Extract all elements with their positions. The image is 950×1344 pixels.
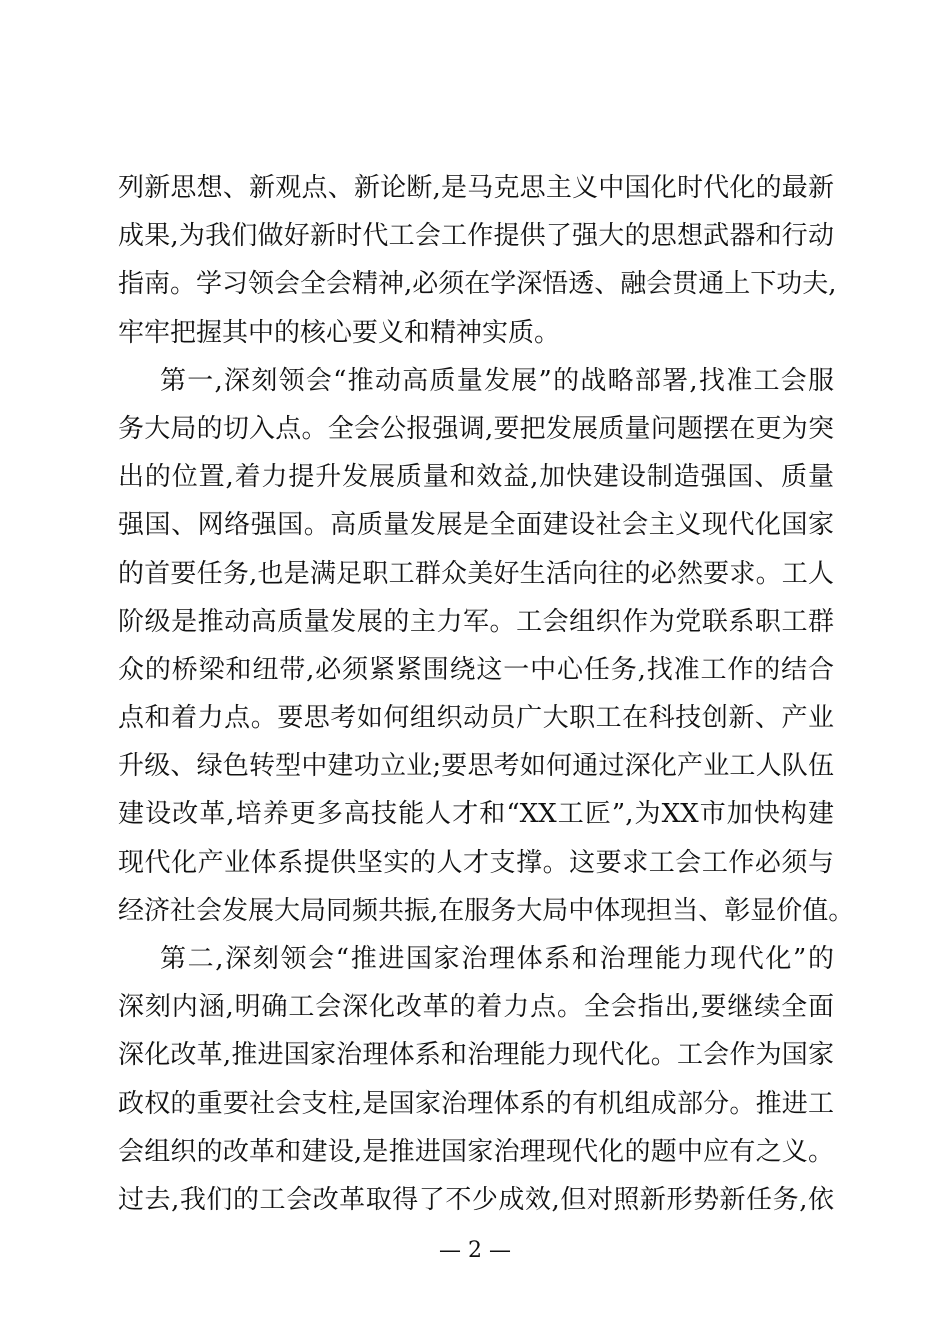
text-line: 众的桥梁和纽带,必须紧紧围绕这一中心任务,找准工作的结合 (118, 654, 834, 685)
text-line: 成果,为我们做好新时代工会工作提供了强大的思想武器和行动 (118, 221, 834, 252)
text-line: 列新思想、新观点、新论断,是马克思主义中国化时代化的最新 (118, 173, 834, 203)
text-line: 会组织的改革和建设,是推进国家治理现代化的题中应有之义。 (118, 1136, 834, 1167)
text-line: 牢牢把握其中的核心要义和精神实质。 (118, 317, 561, 348)
text-line: 强国、网络强国。高质量发展是全面建设社会主义现代化国家 (118, 510, 834, 541)
text-line: 指南。学习领会全会精神,必须在学深悟透、融会贯通上下功夫, (118, 269, 837, 300)
text-line: 出的位置,着力提升发展质量和效益,加快建设制造强国、质量 (118, 462, 834, 493)
text-line: 现代化产业体系提供坚实的人才支撑。这要求工会工作必须与 (118, 847, 834, 878)
text-line: 的首要任务,也是满足职工群众美好生活向往的必然要求。工人 (118, 558, 834, 589)
text-line: 升级、绿色转型中建功立业;要思考如何通过深化产业工人队伍 (118, 751, 834, 782)
text-line: 第二,深刻领会“推进国家治理体系和治理能力现代化”的 (160, 944, 834, 974)
document-body (118, 164, 855, 1224)
text-line: 阶级是推动高质量发展的主力军。工会组织作为党联系职工群 (118, 606, 834, 637)
page-number: — 2 — (439, 1238, 511, 1263)
text-line: 经济社会发展大局同频共振,在服务大局中体现担当、彰显价值。 (118, 895, 855, 926)
text-line: 过去,我们的工会改革取得了不少成效,但对照新形势新任务,依 (118, 1184, 834, 1215)
text-line: 深化改革,推进国家治理体系和治理能力现代化。工会作为国家 (118, 1040, 834, 1071)
text-line: 务大局的切入点。全会公报强调,要把发展质量问题摆在更为突 (118, 413, 834, 444)
text-line: 深刻内涵,明确工会深化改革的着力点。全会指出,要继续全面 (118, 992, 834, 1023)
text-line: 第一,深刻领会“推动高质量发展”的战略部署,找准工会服 (160, 365, 834, 396)
text-line: 政权的重要社会支柱,是国家治理体系的有机组成部分。推进工 (118, 1088, 834, 1119)
text-line: 点和着力点。要思考如何组织动员广大职工在科技创新、产业 (118, 703, 834, 734)
text-line: 建设改革,培养更多高技能人才和“XX工匠”,为XX市加快构建 (118, 799, 834, 830)
